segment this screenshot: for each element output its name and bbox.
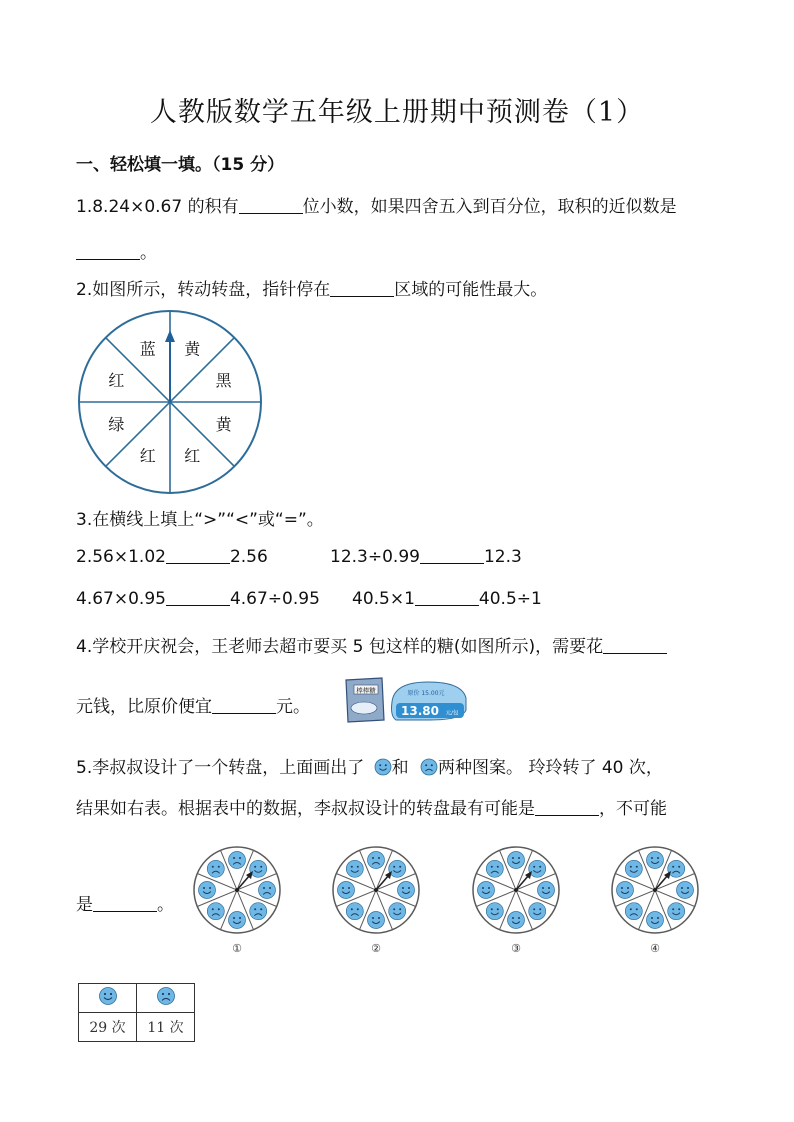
sad-face-icon [207, 860, 224, 877]
smile-face-icon [529, 903, 546, 920]
result-table-header [79, 984, 195, 1013]
wheel-label: 蓝 [139, 339, 156, 359]
spinner-option-label: ① [232, 942, 242, 955]
q2-blank[interactable] [330, 279, 394, 297]
smile-face-icon [346, 860, 363, 877]
sad-face-icon [668, 860, 685, 877]
page-title: 人教版数学五年级上册期中预测卷（1） [149, 97, 645, 128]
original-price-note: 原价 15.00元 [407, 690, 445, 697]
q3-blank-c[interactable] [166, 588, 230, 606]
spinner-option-label: ④ [650, 942, 660, 955]
question-4-line-2 [76, 692, 310, 717]
q3-row-d [352, 588, 542, 609]
spinner-hub [653, 888, 657, 892]
smile-face-icon [250, 860, 267, 877]
q5-text-1: 5.李叔叔设计了一个转盘，上面画出了 [76, 758, 365, 778]
sad-face-icon [250, 903, 267, 920]
sad-face-icon [368, 852, 385, 869]
smile-face-icon [478, 882, 495, 899]
q1-text-1: 1.8.24×0.67 的积有 [76, 197, 239, 217]
smile-face-icon [625, 860, 642, 877]
smile-face-icon [486, 903, 503, 920]
smile-face-icon [677, 882, 694, 899]
q3-row-a-left [76, 546, 268, 567]
q1-text-3: 。 [140, 243, 157, 263]
smile-face-icon [389, 860, 406, 877]
wheel-label: 黄 [215, 415, 232, 435]
sad-count: 11 次 [137, 1013, 195, 1042]
result-header-smile [79, 984, 137, 1013]
sad-face-icon [259, 882, 276, 899]
spinner-option-1 [184, 844, 290, 956]
q1-blank-2[interactable] [76, 242, 140, 260]
spinner-hub [514, 888, 518, 892]
smile-face-icon [538, 882, 555, 899]
smile-face-icon [199, 882, 216, 899]
candy-bag-text: 棒棒糖 [356, 686, 376, 695]
q2-text-2: 区域的可能性最大。 [394, 280, 548, 300]
q3-blank-a[interactable] [166, 546, 230, 564]
question-2 [76, 275, 547, 300]
smile-count: 29 次 [79, 1013, 137, 1042]
smile-face-icon [229, 912, 246, 929]
q3-blank-b[interactable] [420, 546, 484, 564]
smile-face-icon [508, 852, 525, 869]
q5-text-4: ，不可能 [599, 799, 667, 819]
q1-blank-1[interactable] [239, 196, 303, 214]
q3-a-right: 2.56 [229, 547, 268, 567]
q5-text-5: 是 [76, 895, 93, 915]
spinner-hub [235, 888, 239, 892]
section-heading: 一、轻松填一填。（15 分） [76, 155, 285, 175]
q5-text-2: 两种图案。 玲玲转了 40 次， [438, 758, 663, 778]
q2-text-1: 2.如图所示，转动转盘，指针停在 [76, 280, 331, 300]
q3-d-right: 40.5÷1 [478, 589, 542, 609]
question-5 [76, 753, 663, 778]
q4-blank-1[interactable] [603, 636, 667, 654]
smile-face-icon [338, 882, 355, 899]
spinner-option-label: ② [371, 942, 381, 955]
spinner-option-label: ③ [511, 942, 521, 955]
question-4 [76, 632, 667, 657]
q5-and: 和 [391, 758, 409, 778]
spinner-hub [374, 888, 378, 892]
wheel-label: 红 [139, 446, 156, 466]
question-1 [76, 192, 677, 217]
spinner-option-2 [323, 844, 429, 956]
question-3-intro: 3.在横线上填上“>”“<”或“=”。 [76, 510, 324, 530]
smile-face-icon [398, 882, 415, 899]
q1-text-2: 位小数，如果四舍五入到百分位，取积的近似数是 [302, 197, 677, 217]
price-unit: 元/包 [445, 710, 459, 717]
smile-face-icon [368, 912, 385, 929]
sad-face-icon [207, 903, 224, 920]
smile-face-icon [668, 903, 685, 920]
smile-face-icon [389, 903, 406, 920]
smile-face-icon [508, 912, 525, 929]
wheel-label: 红 [108, 370, 125, 390]
q3-row-b [330, 546, 522, 567]
q4-text-1: 4.学校开庆祝会，王老师去超市要买 5 包这样的糖(如图所示)，需要花 [76, 637, 604, 657]
candy-picture [351, 702, 377, 714]
sad-face-icon [156, 986, 176, 1006]
question-1-line-2 [76, 238, 157, 263]
result-table-values [79, 1013, 195, 1042]
sad-face-icon [420, 758, 438, 776]
smile-face-icon [374, 758, 392, 776]
q5-blank-2[interactable] [93, 894, 157, 912]
sad-face-icon [625, 903, 642, 920]
q3-row-c [76, 588, 320, 609]
candy-bag-icon [346, 678, 384, 722]
q3-c-right: 4.67÷0.95 [229, 589, 320, 609]
q5-text-3: 结果如右表。根据表中的数据，李叔叔设计的转盘最有可能是 [76, 799, 535, 819]
sad-face-icon [346, 903, 363, 920]
price-value: 13.80 [401, 704, 439, 718]
sad-face-icon [229, 852, 246, 869]
wheel-label: 绿 [108, 415, 125, 435]
q4-blank-2[interactable] [212, 696, 276, 714]
smile-face-icon [647, 912, 664, 929]
q3-a-left: 2.56×1.02 [76, 547, 166, 567]
q4-text-3: 元。 [276, 697, 310, 717]
q5-text-6: 。 [157, 895, 174, 915]
wheel-label: 黄 [184, 339, 201, 359]
q3-c-left: 4.67×0.95 [76, 589, 166, 609]
question-5-line-2 [76, 794, 667, 819]
spinner-option-4 [602, 844, 708, 956]
color-wheel [74, 306, 266, 498]
wheel-label: 黑 [215, 370, 232, 390]
candy-price-image [342, 676, 470, 724]
smile-face-icon [98, 986, 118, 1006]
q3-b-right: 12.3 [483, 547, 522, 567]
smile-face-icon [529, 860, 546, 877]
q4-text-2: 元钱，比原价便宜 [76, 697, 212, 717]
result-table [78, 983, 195, 1042]
q5-blank-1[interactable] [535, 798, 599, 816]
sad-face-icon [486, 860, 503, 877]
result-header-sad [137, 984, 195, 1013]
q3-b-left: 12.3÷0.99 [330, 547, 420, 567]
spinner-option-3 [463, 844, 569, 956]
question-5-line-3 [76, 890, 174, 915]
smile-face-icon [647, 852, 664, 869]
q3-blank-d[interactable] [415, 588, 479, 606]
smile-face-icon [617, 882, 634, 899]
wheel-label: 红 [184, 446, 201, 466]
q3-d-left: 40.5×1 [352, 589, 415, 609]
